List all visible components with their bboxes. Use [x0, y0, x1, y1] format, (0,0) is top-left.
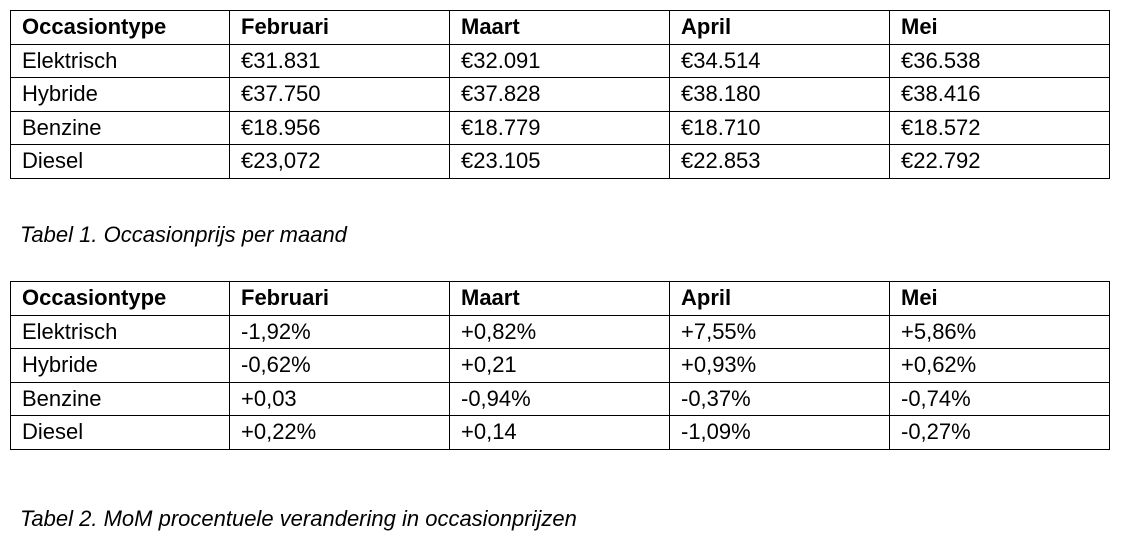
- header-cell-mei: Mei: [890, 282, 1110, 316]
- table-cell: Elektrisch: [11, 315, 230, 349]
- table-cell: +0,93%: [670, 349, 890, 383]
- table-cell: +0,82%: [450, 315, 670, 349]
- header-cell-maart: Maart: [450, 11, 670, 45]
- table-cell: €22.853: [670, 145, 890, 179]
- table-1-caption: Tabel 1. Occasionprijs per maand: [20, 222, 347, 247]
- table-cell: +0,62%: [890, 349, 1110, 383]
- table-cell: €37.750: [230, 78, 450, 112]
- table-cell: €32.091: [450, 44, 670, 78]
- price-per-month-table: [10, 10, 1110, 179]
- table-cell: €23.105: [450, 145, 670, 179]
- table-cell: -0,27%: [890, 416, 1110, 450]
- table-cell: +0,22%: [230, 416, 450, 450]
- table-header-row: [11, 282, 1110, 316]
- header-cell-april: April: [670, 282, 890, 316]
- header-cell-februari: Februari: [230, 11, 450, 45]
- table-cell: +0,21: [450, 349, 670, 383]
- table-cell: +0,14: [450, 416, 670, 450]
- table-cell: -0,62%: [230, 349, 450, 383]
- header-cell-maart: Maart: [450, 282, 670, 316]
- table-cell: €18.572: [890, 111, 1110, 145]
- table-cell: €38.180: [670, 78, 890, 112]
- table-cell: €18.956: [230, 111, 450, 145]
- table-cell: €18.779: [450, 111, 670, 145]
- header-cell-februari: Februari: [230, 282, 450, 316]
- table-cell: -1,92%: [230, 315, 450, 349]
- table-cell: +0,03: [230, 382, 450, 416]
- table-cell: Benzine: [11, 382, 230, 416]
- table-cell: Diesel: [11, 145, 230, 179]
- table-cell: -0,74%: [890, 382, 1110, 416]
- table-cell: €31.831: [230, 44, 450, 78]
- table-cell: €22.792: [890, 145, 1110, 179]
- table-row: [11, 111, 1110, 145]
- table-header-row: [11, 11, 1110, 45]
- table-cell: Benzine: [11, 111, 230, 145]
- table-cell: Elektrisch: [11, 44, 230, 78]
- table-cell: €37.828: [450, 78, 670, 112]
- table-cell: €34.514: [670, 44, 890, 78]
- table-cell: -0,37%: [670, 382, 890, 416]
- table-row: [11, 145, 1110, 179]
- table-cell: €38.416: [890, 78, 1110, 112]
- table-cell: -1,09%: [670, 416, 890, 450]
- table-row: [11, 78, 1110, 112]
- mom-change-table: [10, 281, 1110, 450]
- table-row: [11, 44, 1110, 78]
- table-cell: -0,94%: [450, 382, 670, 416]
- table-cell: €23,072: [230, 145, 450, 179]
- header-cell-occasiontype: Occasiontype: [11, 282, 230, 316]
- table-cell: +7,55%: [670, 315, 890, 349]
- table-cell: Hybride: [11, 78, 230, 112]
- table-2-caption: Tabel 2. MoM procentuele verandering in occasionprijzen: [20, 506, 577, 531]
- table-row: [11, 416, 1110, 450]
- table-row: [11, 349, 1110, 383]
- table-cell: €36.538: [890, 44, 1110, 78]
- table-row: [11, 382, 1110, 416]
- table-cell: €18.710: [670, 111, 890, 145]
- header-cell-mei: Mei: [890, 11, 1110, 45]
- header-cell-occasiontype: Occasiontype: [11, 11, 230, 45]
- table-row: [11, 315, 1110, 349]
- table-cell: Hybride: [11, 349, 230, 383]
- table-cell: +5,86%: [890, 315, 1110, 349]
- table-cell: Diesel: [11, 416, 230, 450]
- header-cell-april: April: [670, 11, 890, 45]
